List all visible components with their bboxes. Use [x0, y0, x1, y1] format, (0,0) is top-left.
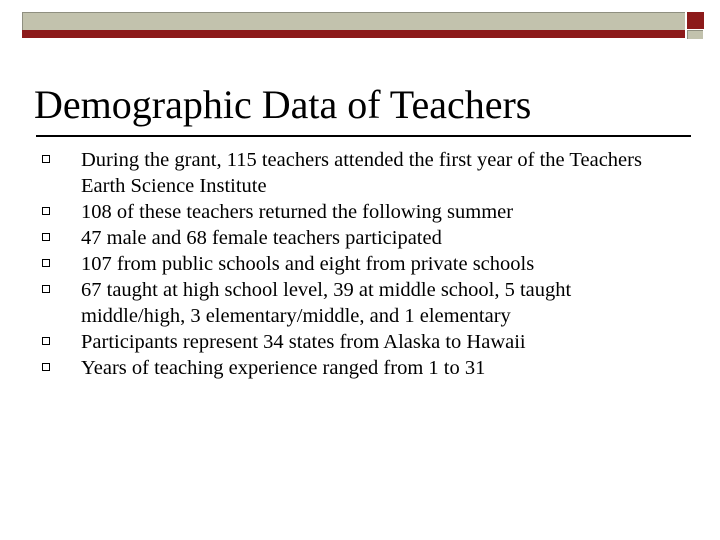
- bullet-text: 47 male and 68 female teachers participated: [81, 227, 442, 249]
- bullet-text: 67 taught at high school level, 39 at middle school, 5 taught middle/high, 3 elementary/middle, and 1 elementary: [81, 279, 572, 327]
- header-decor-square-dark: [687, 12, 704, 29]
- hollow-square-bullet-icon: [42, 337, 50, 345]
- bullet-item: [42, 277, 672, 329]
- hollow-square-bullet-icon: [42, 233, 50, 241]
- title-underline-rule: [36, 135, 691, 137]
- hollow-square-bullet-icon: [42, 155, 50, 163]
- header-decor-square-light: [687, 30, 703, 39]
- hollow-square-bullet-icon: [42, 207, 50, 215]
- hollow-square-bullet-icon: [42, 259, 50, 267]
- header-decor-bar-dark: [22, 30, 685, 38]
- bullet-item: [42, 329, 672, 355]
- bullet-item: [42, 225, 672, 251]
- bullet-item: [42, 355, 672, 381]
- bullet-text: Years of teaching experience ranged from 1 to 31: [81, 357, 486, 379]
- hollow-square-bullet-icon: [42, 285, 50, 293]
- bullet-text: 107 from public schools and eight from private schools: [81, 253, 535, 275]
- bullet-item: [42, 251, 672, 277]
- bullet-list: [42, 147, 672, 381]
- header-decor-bar-light: [22, 12, 685, 32]
- slide-title: Demographic Data of Teachers: [34, 82, 532, 127]
- bullet-text: 108 of these teachers returned the following summer: [81, 201, 514, 223]
- bullet-text: Participants represent 34 states from Alaska to Hawaii: [81, 331, 526, 353]
- bullet-item: [42, 199, 672, 225]
- bullet-item: [42, 147, 672, 199]
- bullet-text: During the grant, 115 teachers attended the first year of the Teachers Earth Science Institute: [81, 149, 642, 197]
- hollow-square-bullet-icon: [42, 363, 50, 371]
